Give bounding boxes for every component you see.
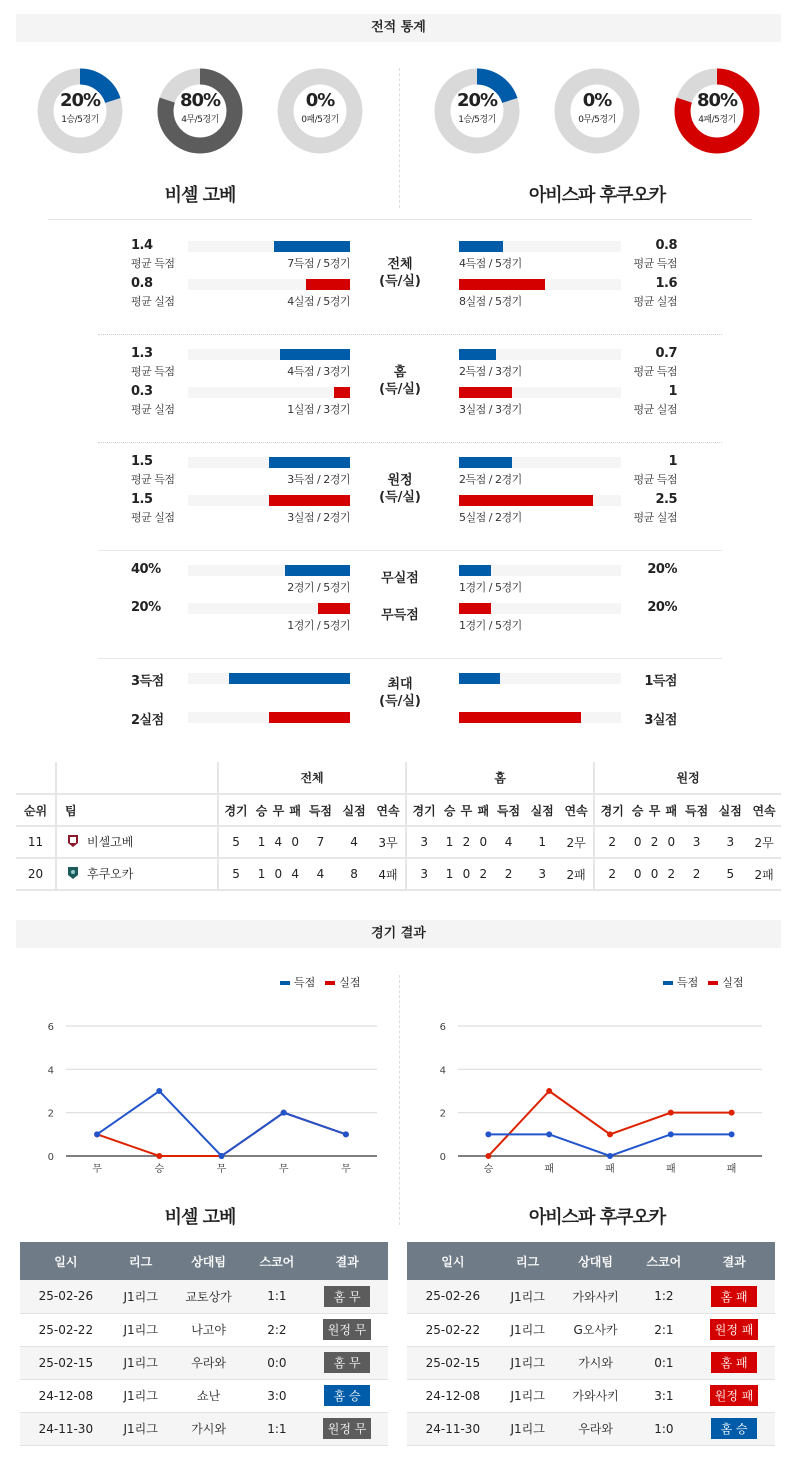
score-cell: 1:1 (248, 1412, 307, 1445)
left-value: 2실점 (131, 713, 164, 728)
x-tick-label: 패 (665, 1164, 676, 1175)
donut-percent: 20% (59, 90, 101, 111)
y-tick-label: 2 (47, 1108, 54, 1120)
left-label: 평균 득점 (131, 365, 175, 378)
date-cell: 25-02-26 (20, 1280, 112, 1313)
result-badge: 원정 패 (710, 1319, 759, 1340)
league-cell: J1리그 (112, 1379, 170, 1412)
result-badge: 홈 승 (324, 1385, 370, 1406)
league-cell: J1리그 (112, 1313, 170, 1346)
team-name: 후쿠오카 (87, 867, 134, 881)
y-tick-label: 4 (47, 1065, 54, 1077)
opponent-cell: G오사카 (557, 1313, 635, 1346)
stat-cell: 0 (287, 826, 304, 858)
rank: 11 (16, 826, 56, 858)
stat-cell: 2 (646, 826, 663, 858)
right-bar-caption: 2득점 / 3경기 (459, 365, 522, 378)
right-value: 1득점 (644, 674, 677, 689)
stat-cell: 0 (629, 858, 646, 890)
sub-header-cell: 무 (458, 794, 475, 826)
left-value: 0.3 (131, 384, 153, 399)
stat-cell: 4 (337, 826, 371, 858)
stat-category-line: 원정 (387, 473, 413, 488)
left-label: 평균 실점 (131, 511, 175, 524)
table-row (20, 1379, 388, 1412)
stat-category-line: (득/실) (379, 382, 421, 397)
donut-caption: 4무/5경기 (181, 115, 219, 125)
right-bar-caption: 3실점 / 3경기 (459, 403, 522, 416)
date-cell: 25-02-22 (20, 1313, 112, 1346)
score-cell: 0:0 (248, 1346, 307, 1379)
right-value: 20% (647, 600, 677, 615)
legend-label: 실점 (722, 976, 744, 989)
stat-cell: 3 (406, 858, 441, 890)
opponent-cell: 쇼난 (170, 1379, 248, 1412)
stat-cell: 2무 (559, 826, 594, 858)
left-bar-caption: 4득점 / 3경기 (287, 365, 350, 378)
donut-percent: 0% (305, 90, 335, 111)
right-value: 1.6 (655, 276, 677, 291)
date-cell: 25-02-15 (407, 1346, 499, 1379)
stat-cell: 7 (304, 826, 338, 858)
right-value: 1 (668, 454, 677, 469)
series-line-conceded (488, 1091, 731, 1156)
group-header: 전체 (218, 762, 406, 794)
sub-header-cell: 승 (253, 794, 270, 826)
stat-cell: 3 (525, 858, 559, 890)
column-header: 스코어 (248, 1242, 307, 1280)
donut-caption: 1승/5경기 (458, 115, 496, 125)
right-label: 평균 실점 (633, 295, 677, 308)
team-name: 비셀고베 (87, 835, 134, 849)
donut-caption: 0무/5경기 (578, 115, 616, 125)
right-value: 2.5 (655, 492, 677, 507)
right-value: 20% (647, 562, 677, 577)
sub-header-cell: 실점 (337, 794, 371, 826)
data-point (668, 1131, 674, 1137)
y-tick-label: 4 (439, 1065, 446, 1077)
column-header: 리그 (499, 1242, 557, 1280)
stat-cell: 5 (713, 858, 747, 890)
right-label: 평균 실점 (633, 403, 677, 416)
table-row (20, 1280, 388, 1313)
left-bar-caption: 3실점 / 2경기 (287, 511, 350, 524)
table-row (407, 1379, 775, 1412)
stat-cell: 4 (492, 826, 526, 858)
sub-header-cell: 연속 (747, 794, 781, 826)
score-cell: 0:1 (635, 1346, 694, 1379)
column-header: 결과 (306, 1242, 388, 1280)
league-cell: J1리그 (112, 1346, 170, 1379)
stat-cell: 0 (270, 858, 287, 890)
left-value: 1.5 (131, 454, 153, 469)
donut-percent: 80% (179, 90, 221, 111)
stat-cell: 1 (441, 826, 458, 858)
league-cell: J1리그 (499, 1280, 557, 1313)
result-badge: 홈 무 (324, 1286, 370, 1307)
sub-header-cell: 경기 (406, 794, 441, 826)
sub-header-cell: 실점 (713, 794, 747, 826)
left-value: 1.5 (131, 492, 153, 507)
date-cell: 25-02-22 (407, 1313, 499, 1346)
stat-cell: 2 (594, 826, 629, 858)
stat-cell: 3무 (371, 826, 406, 858)
y-tick-label: 6 (47, 1022, 54, 1033)
sub-header-cell: 패 (475, 794, 492, 826)
left-value: 0.8 (131, 276, 153, 291)
right-label: 평균 득점 (633, 365, 677, 378)
series-line-scored (488, 1134, 731, 1156)
stat-category: 무득점 (381, 608, 419, 623)
x-tick-label: 무 (216, 1164, 227, 1175)
table-row (20, 1313, 388, 1346)
group-header: 원정 (594, 762, 781, 794)
data-point (546, 1088, 552, 1094)
column-header: 상대팀 (557, 1242, 635, 1280)
league-cell: J1리그 (499, 1412, 557, 1445)
column-header: 스코어 (635, 1242, 694, 1280)
league-cell: J1리그 (499, 1313, 557, 1346)
stat-cell: 5 (218, 858, 253, 890)
league-cell: J1리그 (499, 1346, 557, 1379)
donut-percent: 0% (582, 90, 612, 111)
opponent-cell: 우라와 (557, 1412, 635, 1445)
league-cell: J1리그 (499, 1379, 557, 1412)
stat-cell: 1 (253, 858, 270, 890)
score-cell: 1:1 (248, 1280, 307, 1313)
score-cell: 2:2 (248, 1313, 307, 1346)
left-bar-caption: 4실점 / 5경기 (287, 295, 350, 308)
right-bar-caption: 5실점 / 2경기 (459, 511, 522, 524)
data-point (668, 1110, 674, 1116)
stat-category: 무실점 (381, 571, 419, 586)
date-cell: 25-02-15 (20, 1346, 112, 1379)
right-bar-caption: 1경기 / 5경기 (459, 581, 522, 594)
column-header: 상대팀 (170, 1242, 248, 1280)
y-tick-label: 0 (439, 1152, 446, 1163)
stat-cell: 2패 (559, 858, 594, 890)
stat-category-line: 최대 (387, 677, 413, 692)
score-cell: 1:2 (635, 1280, 694, 1313)
sub-header-cell: 패 (663, 794, 680, 826)
data-point (607, 1131, 613, 1137)
results-table (407, 1242, 775, 1446)
sub-header-cell: 패 (287, 794, 304, 826)
right-bar-caption: 2득점 / 2경기 (459, 473, 522, 486)
stat-cell: 0 (475, 826, 492, 858)
sub-header-cell: 무 (270, 794, 287, 826)
date-cell: 25-02-26 (407, 1280, 499, 1313)
y-tick-label: 2 (439, 1108, 446, 1120)
donut-percent: 80% (696, 90, 738, 111)
score-cell: 2:1 (635, 1313, 694, 1346)
column-header: 결과 (693, 1242, 775, 1280)
opponent-cell: 가시와 (557, 1346, 635, 1379)
header-cell: 순위 (16, 794, 56, 826)
stat-cell: 2패 (747, 858, 781, 890)
data-point (485, 1131, 491, 1137)
x-tick-label: 무 (92, 1164, 102, 1175)
right-value: 1 (668, 384, 677, 399)
stat-cell: 0 (646, 858, 663, 890)
table-row (20, 1412, 388, 1445)
stat-category-line: (득/실) (379, 490, 421, 505)
table-row (20, 1346, 388, 1379)
stat-cell: 2 (680, 858, 714, 890)
left-value: 40% (131, 562, 161, 577)
stat-cell: 3 (406, 826, 441, 858)
sub-header-cell: 득점 (304, 794, 338, 826)
sub-header-cell: 무 (646, 794, 663, 826)
stat-category-line: (득/실) (379, 694, 421, 709)
left-value: 1.4 (131, 238, 153, 253)
x-tick-label: 승 (154, 1164, 165, 1175)
data-point (607, 1153, 613, 1159)
chart-team-name: 아비스파 후쿠오카 (528, 1207, 666, 1228)
stat-cell: 1 (525, 826, 559, 858)
left-label: 평균 실점 (131, 295, 175, 308)
score-cell: 1:0 (635, 1412, 694, 1445)
chart-team-name: 비셀 고베 (164, 1207, 236, 1228)
x-tick-label: 무 (278, 1164, 289, 1175)
right-label: 평균 실점 (633, 511, 677, 524)
team-name: 비셀 고베 (164, 185, 236, 206)
table-row (407, 1280, 775, 1313)
donut-caption: 4패/5경기 (698, 115, 736, 125)
stat-cell: 2 (663, 858, 680, 890)
donut-percent: 20% (456, 90, 498, 111)
column-header: 리그 (112, 1242, 170, 1280)
opponent-cell: 가시와 (170, 1412, 248, 1445)
left-bar-caption: 7득점 / 5경기 (287, 257, 350, 270)
team-name: 아비스파 후쿠오카 (528, 185, 666, 206)
stat-cell: 2 (594, 858, 629, 890)
column-header: 일시 (407, 1242, 499, 1280)
legend-label: 실점 (339, 976, 361, 989)
opponent-cell: 가와사키 (557, 1280, 635, 1313)
stat-cell: 4 (304, 858, 338, 890)
result-badge: 홈 무 (324, 1352, 370, 1373)
section-title-results: 경기 결과 (16, 920, 781, 948)
table-row (407, 1313, 775, 1346)
right-label: 평균 득점 (633, 257, 677, 270)
left-bar-caption: 1경기 / 5경기 (287, 619, 350, 632)
right-label: 평균 득점 (633, 473, 677, 486)
stat-cell: 1 (441, 858, 458, 890)
data-point (546, 1131, 552, 1137)
result-badge: 원정 패 (710, 1385, 759, 1406)
data-point (729, 1110, 735, 1116)
result-badge: 원정 무 (323, 1319, 372, 1340)
donut-caption: 1승/5경기 (61, 115, 99, 125)
result-badge: 홈 패 (711, 1352, 757, 1373)
stat-cell: 0 (458, 858, 475, 890)
right-value: 3실점 (644, 713, 677, 728)
sub-header-cell: 경기 (218, 794, 253, 826)
stat-category-line: (득/실) (379, 274, 421, 289)
stat-cell: 5 (218, 826, 253, 858)
stat-cell: 8 (337, 858, 371, 890)
right-value: 0.8 (655, 238, 677, 253)
opponent-cell: 교토상가 (170, 1280, 248, 1313)
left-label: 평균 득점 (131, 473, 175, 486)
left-label: 평균 실점 (131, 403, 175, 416)
rank: 20 (16, 858, 56, 890)
y-tick-label: 6 (439, 1022, 446, 1033)
stat-cell: 4패 (371, 858, 406, 890)
result-badge: 홈 승 (711, 1418, 757, 1439)
stat-category-line: 홈 (393, 365, 407, 380)
stat-category-line: 전체 (387, 257, 413, 272)
opponent-cell: 가와사키 (557, 1379, 635, 1412)
table-row (407, 1346, 775, 1379)
result-badge: 원정 무 (323, 1418, 372, 1439)
right-value: 0.7 (655, 346, 677, 361)
right-bar-caption: 8실점 / 5경기 (459, 295, 522, 308)
stat-cell: 0 (663, 826, 680, 858)
date-cell: 24-11-30 (407, 1412, 499, 1445)
stat-cell: 2 (458, 826, 475, 858)
opponent-cell: 나고야 (170, 1313, 248, 1346)
opponent-cell: 우라와 (170, 1346, 248, 1379)
stat-cell: 1 (253, 826, 270, 858)
sub-header-cell: 득점 (680, 794, 714, 826)
date-cell: 24-12-08 (20, 1379, 112, 1412)
date-cell: 24-12-08 (407, 1379, 499, 1412)
x-tick-label: 패 (605, 1164, 615, 1175)
column-header: 일시 (20, 1242, 112, 1280)
stat-cell: 4 (287, 858, 304, 890)
stat-cell: 3 (713, 826, 747, 858)
league-cell: J1리그 (112, 1280, 170, 1313)
score-cell: 3:1 (635, 1379, 694, 1412)
group-header: 홈 (406, 762, 594, 794)
table-row (407, 1412, 775, 1445)
x-tick-label: 패 (544, 1164, 555, 1175)
results-table (20, 1242, 388, 1446)
left-bar-caption: 1실점 / 3경기 (287, 403, 350, 416)
left-value: 3득점 (131, 674, 164, 689)
donut-caption: 0패/5경기 (301, 115, 339, 125)
sub-header-cell: 연속 (559, 794, 594, 826)
legend-label: 득점 (294, 976, 316, 989)
stat-cell: 2 (492, 858, 526, 890)
stat-cell: 2 (475, 858, 492, 890)
right-bar-caption: 1경기 / 5경기 (459, 619, 522, 632)
league-cell: J1리그 (112, 1412, 170, 1445)
right-bar-caption: 4득점 / 5경기 (459, 257, 522, 270)
date-cell: 24-11-30 (20, 1412, 112, 1445)
score-cell: 3:0 (248, 1379, 307, 1412)
sub-header-cell: 연속 (371, 794, 406, 826)
result-badge: 홈 패 (711, 1286, 757, 1307)
x-tick-label: 패 (726, 1164, 737, 1175)
left-label: 평균 득점 (131, 257, 175, 270)
y-tick-label: 0 (47, 1152, 54, 1163)
section-title-stats: 전적 통계 (16, 14, 781, 42)
legend-label: 득점 (677, 976, 699, 989)
left-bar-caption: 2경기 / 5경기 (287, 581, 350, 594)
left-value: 1.3 (131, 346, 153, 361)
sub-header-cell: 경기 (594, 794, 629, 826)
stat-cell: 0 (629, 826, 646, 858)
left-bar-caption: 3득점 / 2경기 (287, 473, 350, 486)
sub-header-cell: 득점 (492, 794, 526, 826)
stat-cell: 2무 (747, 826, 781, 858)
stat-cell: 4 (270, 826, 287, 858)
data-point (729, 1131, 735, 1137)
sub-header-cell: 실점 (525, 794, 559, 826)
stat-cell: 3 (680, 826, 714, 858)
sub-header-cell: 승 (629, 794, 646, 826)
left-value: 20% (131, 600, 161, 615)
header-cell: 팀 (56, 794, 218, 826)
x-tick-label: 승 (483, 1164, 494, 1175)
sub-header-cell: 승 (441, 794, 458, 826)
data-point (485, 1153, 491, 1159)
x-tick-label: 무 (341, 1164, 351, 1175)
